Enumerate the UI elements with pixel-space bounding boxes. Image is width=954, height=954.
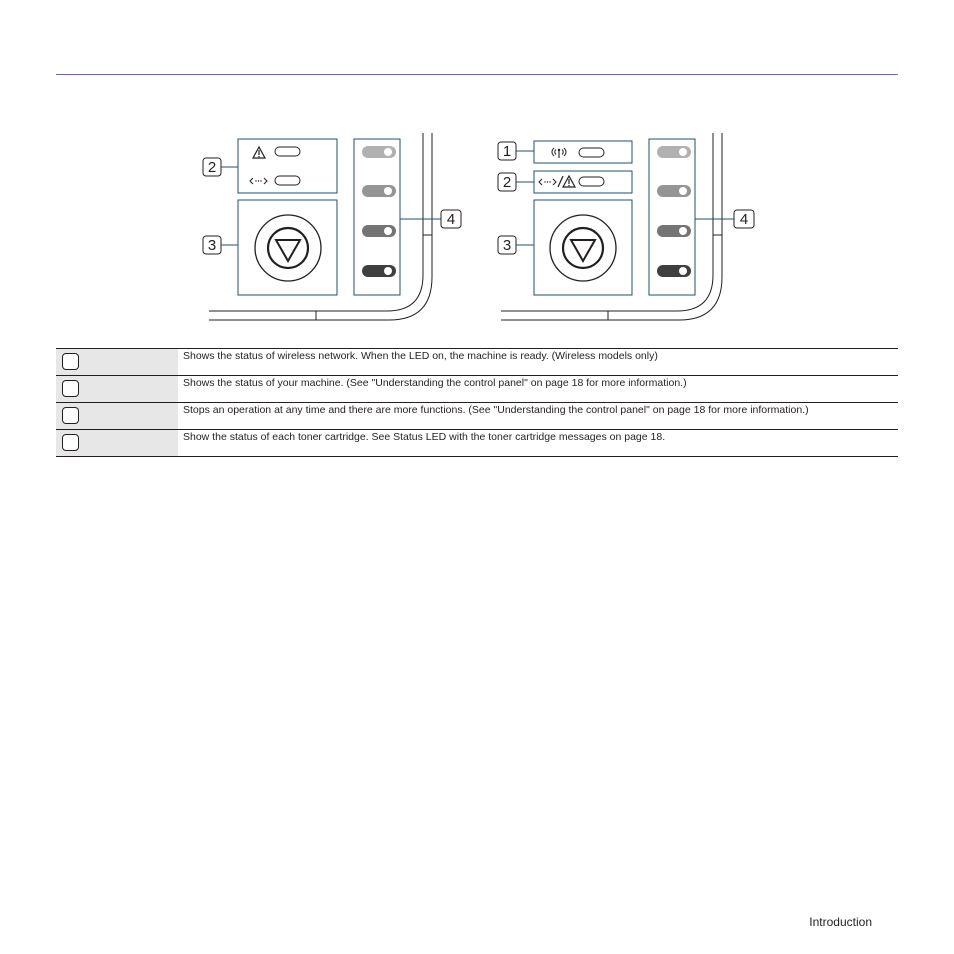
legend-number-cell	[56, 376, 178, 403]
svg-text:3: 3	[207, 237, 217, 254]
callout-1-right	[498, 142, 534, 160]
legend-number-cell	[56, 349, 178, 376]
status-led	[579, 177, 604, 186]
status-led	[275, 147, 300, 156]
callout-3-right	[498, 236, 534, 254]
callout-3-left	[203, 236, 238, 254]
table-row	[56, 349, 898, 376]
wireless-led	[579, 148, 604, 157]
legend-description: Shows the status of your machine. (See "Understanding the control panel" on page 18 for more information.)	[178, 376, 898, 403]
table-row	[56, 403, 898, 430]
legend-table	[56, 348, 898, 457]
network-icon	[250, 178, 267, 184]
right-control-panel	[498, 133, 754, 320]
legend-number-badge	[62, 434, 79, 451]
svg-text:4: 4	[739, 211, 749, 228]
svg-text:2: 2	[502, 174, 512, 191]
legend-description: Stops an operation at any time and there are more functions. (See "Understanding the control panel" on page 18 for more information.)	[178, 403, 898, 430]
table-row	[56, 376, 898, 403]
callout-4-right	[695, 210, 754, 228]
svg-text:4: 4	[446, 211, 456, 228]
footer-section-label: Introduction	[809, 915, 872, 929]
legend-number-badge	[62, 407, 79, 424]
svg-text:2: 2	[207, 159, 217, 176]
top-rule	[56, 74, 898, 75]
stop-icon	[276, 240, 300, 261]
legend-description: Shows the status of wireless network. When the LED on, the machine is ready. (Wireless models only)	[178, 349, 898, 376]
callout-2-left	[203, 158, 238, 176]
left-control-panel	[203, 133, 461, 320]
svg-text:1: 1	[502, 143, 512, 160]
legend-number-badge	[62, 380, 79, 397]
network-led	[275, 176, 300, 185]
stop-icon	[571, 240, 595, 261]
legend-description: Show the status of each toner cartridge. See Status LED with the toner cartridge messages on page 18.	[178, 430, 898, 457]
legend-number-cell	[56, 430, 178, 457]
callout-4-left	[400, 210, 461, 228]
wireless-icon	[552, 148, 566, 158]
table-row	[56, 430, 898, 457]
warning-icon	[253, 147, 265, 158]
callout-2-right	[498, 173, 534, 191]
control-panel-diagram	[195, 125, 775, 330]
legend-number-badge	[62, 353, 79, 370]
legend-number-cell	[56, 403, 178, 430]
network-warning-icon	[539, 176, 575, 187]
svg-text:3: 3	[502, 237, 512, 254]
